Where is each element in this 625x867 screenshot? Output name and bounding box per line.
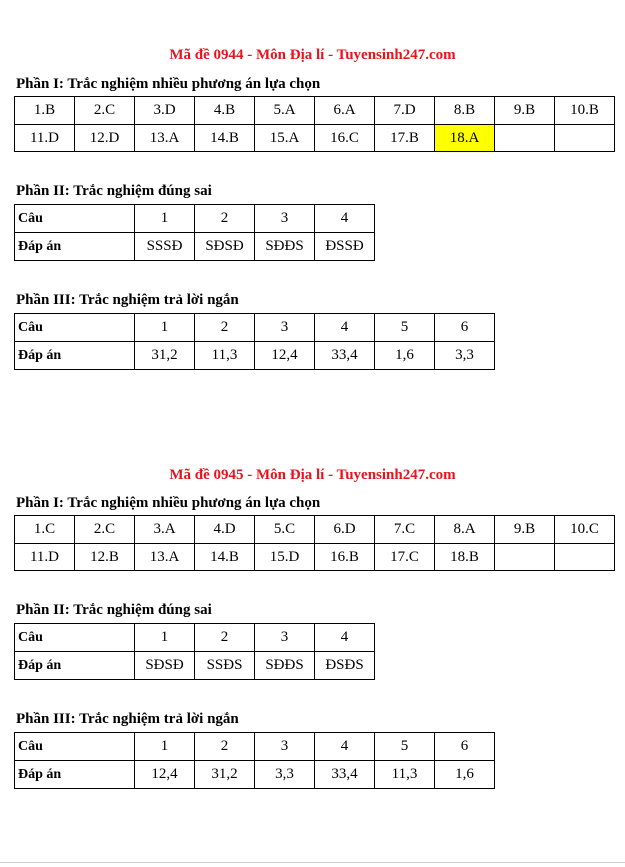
table-row <box>15 733 495 761</box>
answer-cell: SĐSĐ <box>195 233 255 261</box>
answer-cell: 2.C <box>75 97 135 125</box>
question-header: Câu <box>15 733 135 761</box>
answer-cell: 16.B <box>315 544 375 571</box>
answer-cell: 4.B <box>195 97 255 125</box>
answer-cell: 3.D <box>135 97 195 125</box>
part3-title: Phần III: Trắc nghiệm trả lời ngắn <box>16 292 239 308</box>
answer-cell: SSSĐ <box>135 233 195 261</box>
answer-cell: 11,3 <box>375 761 435 789</box>
table-row <box>15 544 615 571</box>
question-header: Câu <box>15 314 135 342</box>
answer-cell: 31,2 <box>135 342 195 370</box>
question-number: 3 <box>255 314 315 342</box>
answer-cell: 31,2 <box>195 761 255 789</box>
answer-cell: SĐĐS <box>255 652 315 680</box>
answer-cell: 12,4 <box>255 342 315 370</box>
answer-cell: 11.D <box>15 125 75 152</box>
question-header: Câu <box>15 624 135 652</box>
answer-header: Đáp án <box>15 233 135 261</box>
answer-cell: 14.B <box>195 125 255 152</box>
answer-cell: 5.A <box>255 97 315 125</box>
question-number: 2 <box>195 205 255 233</box>
answer-cell <box>555 544 615 571</box>
table-row <box>15 205 375 233</box>
answer-cell: 7.D <box>375 97 435 125</box>
answer-cell: 13.A <box>135 125 195 152</box>
question-number: 4 <box>315 624 375 652</box>
question-number: 4 <box>315 205 375 233</box>
answer-cell: 33,4 <box>315 761 375 789</box>
question-number: 6 <box>435 314 495 342</box>
question-number: 1 <box>135 314 195 342</box>
answer-cell: 4.D <box>195 516 255 544</box>
question-number: 2 <box>195 624 255 652</box>
answer-cell: 6.D <box>315 516 375 544</box>
part3-answer-table <box>14 732 495 789</box>
answer-cell: 6.A <box>315 97 375 125</box>
answer-cell: ĐSSĐ <box>315 233 375 261</box>
answer-cell: 12,4 <box>135 761 195 789</box>
question-number: 2 <box>195 314 255 342</box>
part3-title: Phần III: Trắc nghiệm trả lời ngắn <box>16 711 239 727</box>
answer-cell: 17.B <box>375 125 435 152</box>
answer-cell: 18.B <box>435 544 495 571</box>
answer-cell: 15.A <box>255 125 315 152</box>
answer-header: Đáp án <box>15 342 135 370</box>
table-row <box>15 624 375 652</box>
question-number: 1 <box>135 624 195 652</box>
answer-cell: ĐSĐS <box>315 652 375 680</box>
answer-cell: 17.C <box>375 544 435 571</box>
answer-cell: 1,6 <box>375 342 435 370</box>
answer-cell: 33,4 <box>315 342 375 370</box>
part2-answer-table <box>14 204 375 261</box>
answer-header: Đáp án <box>15 761 135 789</box>
question-number: 3 <box>255 624 315 652</box>
answer-cell <box>495 544 555 571</box>
question-number: 5 <box>375 314 435 342</box>
part1-answer-table <box>14 96 615 152</box>
answer-cell: SĐĐS <box>255 233 315 261</box>
question-number: 6 <box>435 733 495 761</box>
answer-cell: 10.C <box>555 516 615 544</box>
answer-cell: 3,3 <box>255 761 315 789</box>
answer-cell: 12.D <box>75 125 135 152</box>
question-number: 3 <box>255 733 315 761</box>
part2-answer-table <box>14 623 375 680</box>
table-row <box>15 314 495 342</box>
question-number: 4 <box>315 314 375 342</box>
answer-cell: 8.A <box>435 516 495 544</box>
answer-cell: 1,6 <box>435 761 495 789</box>
part1-title: Phần I: Trắc nghiệm nhiều phương án lựa chọn <box>16 495 321 511</box>
answer-cell: 13.A <box>135 544 195 571</box>
part1-title: Phần I: Trắc nghiệm nhiều phương án lựa chọn <box>16 76 321 92</box>
question-header: Câu <box>15 205 135 233</box>
table-row <box>15 342 495 370</box>
answer-cell <box>555 125 615 152</box>
question-number: 5 <box>375 733 435 761</box>
page-bottom-divider <box>0 862 625 863</box>
answer-cell: 10.B <box>555 97 615 125</box>
answer-cell: 11.D <box>15 544 75 571</box>
part2-title: Phần II: Trắc nghiệm đúng sai <box>16 183 212 199</box>
highlighted-answer-cell: 18.A <box>435 125 495 152</box>
answer-cell: SĐSĐ <box>135 652 195 680</box>
answer-cell: 12.B <box>75 544 135 571</box>
answer-cell: 9.B <box>495 97 555 125</box>
table-row <box>15 233 375 261</box>
answer-header: Đáp án <box>15 652 135 680</box>
part3-answer-table <box>14 313 495 370</box>
table-row <box>15 97 615 125</box>
table-row <box>15 125 615 152</box>
answer-cell: 14.B <box>195 544 255 571</box>
table-row <box>15 516 615 544</box>
answer-cell: 15.D <box>255 544 315 571</box>
answer-cell: 3.A <box>135 516 195 544</box>
question-number: 4 <box>315 733 375 761</box>
answer-cell: 1.B <box>15 97 75 125</box>
answer-cell <box>495 125 555 152</box>
answer-cell: 8.B <box>435 97 495 125</box>
part1-answer-table <box>14 515 615 571</box>
table-row <box>15 652 375 680</box>
answer-cell: 1.C <box>15 516 75 544</box>
answer-cell: 16.C <box>315 125 375 152</box>
table-row <box>15 761 495 789</box>
question-number: 2 <box>195 733 255 761</box>
part2-title: Phần II: Trắc nghiệm đúng sai <box>16 602 212 618</box>
answer-cell: 11,3 <box>195 342 255 370</box>
answer-cell: 7.C <box>375 516 435 544</box>
exam-title: Mã đề 0944 - Môn Địa lí - Tuyensinh247.com <box>169 47 456 63</box>
exam-title: Mã đề 0945 - Môn Địa lí - Tuyensinh247.com <box>169 467 456 483</box>
answer-cell: 3,3 <box>435 342 495 370</box>
question-number: 1 <box>135 733 195 761</box>
answer-cell: 9.B <box>495 516 555 544</box>
question-number: 1 <box>135 205 195 233</box>
answer-cell: 5.C <box>255 516 315 544</box>
question-number: 3 <box>255 205 315 233</box>
answer-cell: 2.C <box>75 516 135 544</box>
answer-cell: SSĐS <box>195 652 255 680</box>
